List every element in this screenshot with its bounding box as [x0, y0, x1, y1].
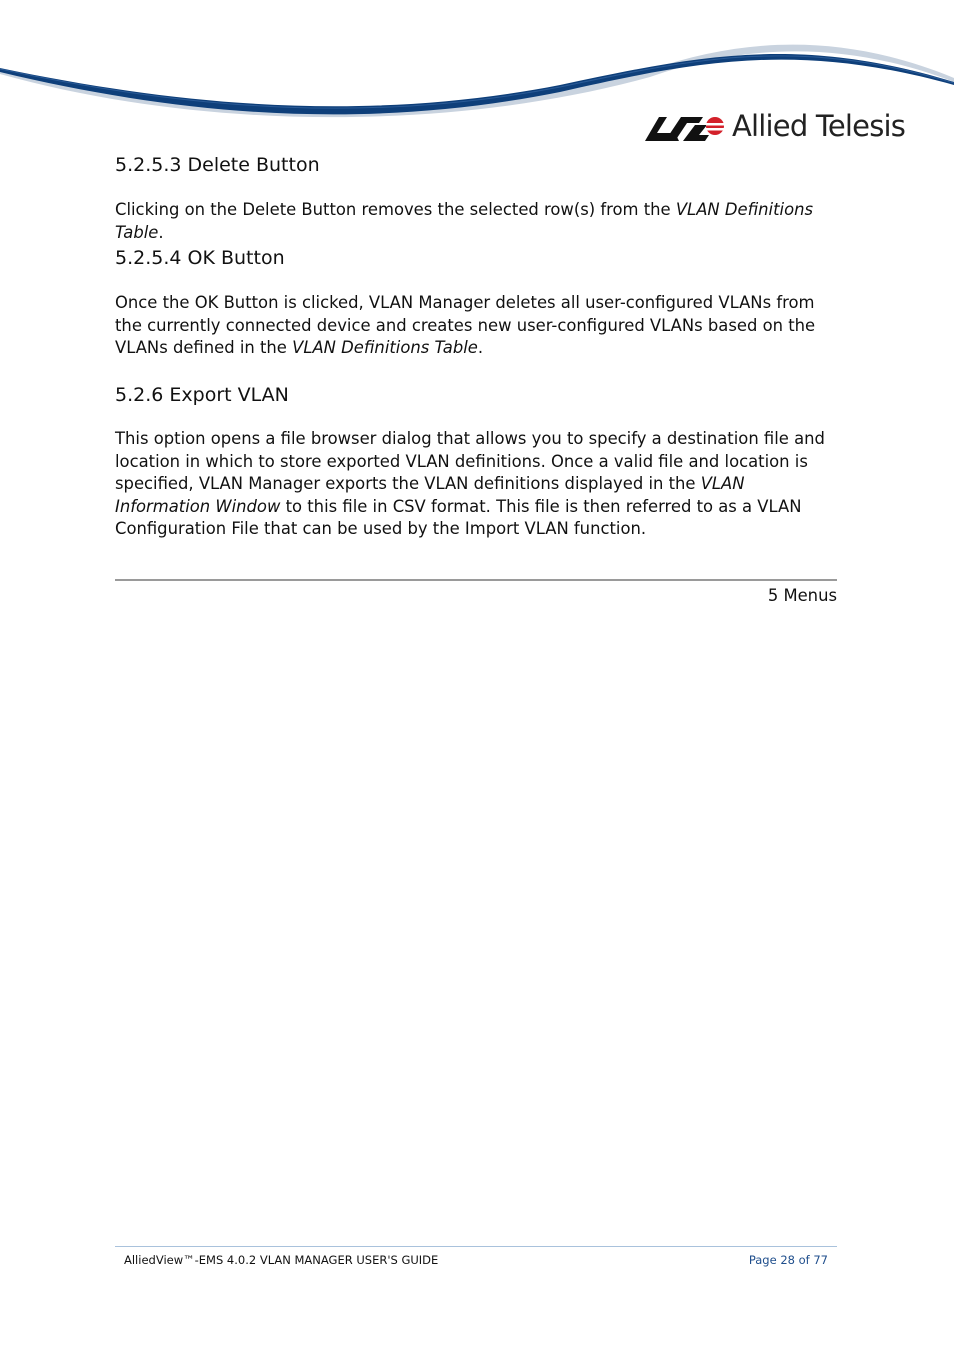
body-text: This option opens a file browser dialog that allows you to specify a destination file and location in which to store exported VLAN definitions. Once a valid file and location is specified, VLAN Manager exports the VLAN definitions displayed in the — [115, 429, 825, 493]
footer-page-number: Page 28 of 77 — [748, 1253, 828, 1267]
body-text-end: to this file in CSV format. This file is then referred to as a VLAN Configuration File that can be used by the Import VLAN function. — [115, 496, 802, 538]
chapter-label: 5 Menus — [767, 586, 837, 605]
section-body-export-vlan — [115, 428, 837, 541]
body-italic-term: VLAN Definitions Table — [292, 338, 478, 357]
swoosh-dark-band — [0, 54, 954, 114]
brand-logo — [645, 108, 905, 144]
body-text: Clicking on the Delete Button removes the selected row(s) from the — [115, 200, 676, 219]
body-text: Once the OK Button is clicked, VLAN Manager deletes all user-configured VLANs from the currently connected device and creates new user-configured VLANs based on the VLANs defined in the — [115, 293, 816, 357]
section-heading-ok-button: 5.2.5.4 OK Button — [115, 247, 285, 269]
body-italic-term: VLAN Definitions Table — [115, 200, 814, 242]
body-text-end: . — [158, 222, 164, 242]
section-body-ok-button — [115, 292, 837, 360]
section-body-delete-button — [115, 199, 837, 244]
section-heading-delete-button: 5.2.5.3 Delete Button — [115, 154, 320, 176]
chapter-divider — [115, 579, 837, 581]
footer-divider — [115, 1246, 837, 1247]
body-text-end: . — [477, 338, 484, 357]
brand-name: Allied Telesis — [732, 109, 906, 143]
section-heading-export-vlan: 5.2.6 Export VLAN — [115, 384, 289, 406]
allied-telesis-logo-mark-icon — [645, 111, 725, 141]
body-italic-term: VLAN Information Window — [115, 474, 745, 516]
footer-document-title: AlliedView™-EMS 4.0.2 VLAN MANAGER USER'S GUIDE — [124, 1253, 439, 1267]
